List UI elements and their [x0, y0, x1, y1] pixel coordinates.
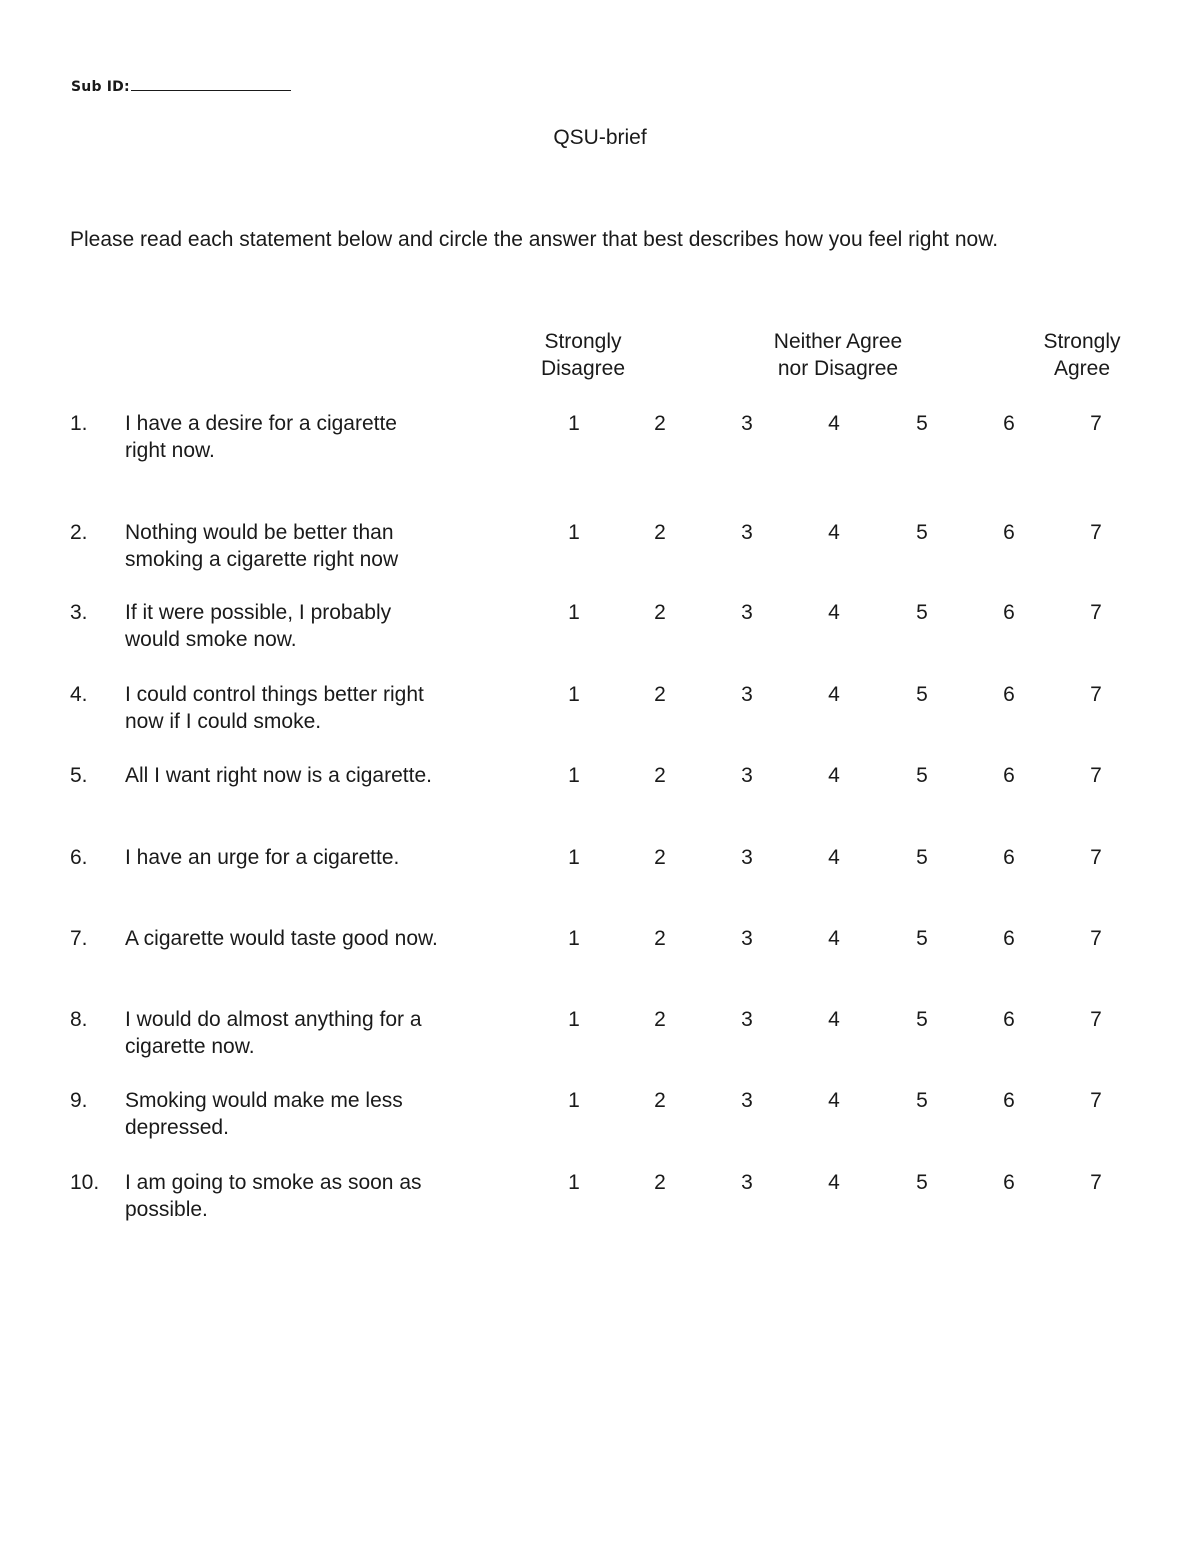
scale-label-neutral	[747, 328, 929, 382]
question-text-line: If it were possible, I probably	[125, 601, 392, 624]
rating-option-7[interactable]: 7	[1090, 521, 1102, 544]
rating-option-7[interactable]: 7	[1090, 412, 1102, 435]
rating-option-5[interactable]: 5	[916, 683, 928, 706]
rating-option-1[interactable]: 1	[568, 412, 580, 435]
rating-option-5[interactable]: 5	[916, 412, 928, 435]
rating-option-1[interactable]: 1	[568, 1171, 580, 1194]
question-text-line: Nothing would be better than	[125, 521, 394, 544]
question-text-line: I have an urge for a cigarette.	[125, 846, 400, 869]
sub-id-label: Sub ID:	[71, 79, 130, 95]
scale-label-line: Neither Agree	[773, 330, 903, 353]
rating-option-7[interactable]: 7	[1090, 846, 1102, 869]
rating-option-7[interactable]: 7	[1090, 1089, 1102, 1112]
rating-option-4[interactable]: 4	[828, 1171, 840, 1194]
question-text-line: cigarette now.	[125, 1035, 255, 1058]
scale-label-line: Disagree	[540, 357, 626, 380]
rating-option-2[interactable]: 2	[654, 764, 666, 787]
rating-option-4[interactable]: 4	[828, 846, 840, 869]
rating-option-3[interactable]: 3	[741, 1089, 753, 1112]
rating-option-1[interactable]: 1	[568, 521, 580, 544]
rating-option-2[interactable]: 2	[654, 521, 666, 544]
rating-option-7[interactable]: 7	[1090, 927, 1102, 950]
question-text	[125, 519, 505, 573]
question-row	[0, 844, 1200, 904]
rating-option-3[interactable]: 3	[741, 601, 753, 624]
rating-option-1[interactable]: 1	[568, 927, 580, 950]
scale-label-line: nor Disagree	[777, 357, 899, 380]
rating-option-4[interactable]: 4	[828, 521, 840, 544]
question-number: 7.	[70, 927, 88, 950]
rating-option-5[interactable]: 5	[916, 846, 928, 869]
rating-option-6[interactable]: 6	[1003, 601, 1015, 624]
rating-option-1[interactable]: 1	[568, 1008, 580, 1031]
rating-option-3[interactable]: 3	[741, 521, 753, 544]
rating-option-7[interactable]: 7	[1090, 1171, 1102, 1194]
rating-option-6[interactable]: 6	[1003, 927, 1015, 950]
rating-option-6[interactable]: 6	[1003, 764, 1015, 787]
question-text-line: A cigarette would taste good now.	[125, 927, 438, 950]
question-text-line: smoking a cigarette right now	[125, 548, 399, 571]
rating-option-4[interactable]: 4	[828, 601, 840, 624]
rating-option-2[interactable]: 2	[654, 927, 666, 950]
instructions-text: Please read each statement below and circle the answer that best describes how you feel right now.	[70, 228, 999, 251]
scale-label-line: Strongly	[1043, 330, 1121, 353]
scale-label-line: Strongly	[544, 330, 622, 353]
question-number: 5.	[70, 764, 88, 787]
question-row	[0, 410, 1200, 470]
rating-option-7[interactable]: 7	[1090, 601, 1102, 624]
scale-label-line: Agree	[1053, 357, 1111, 380]
question-text	[125, 410, 505, 464]
question-row	[0, 681, 1200, 741]
sub-id-blank[interactable]	[131, 76, 291, 91]
question-row	[0, 519, 1200, 579]
rating-option-2[interactable]: 2	[654, 412, 666, 435]
scale-label-strongly-disagree	[523, 328, 643, 382]
rating-option-4[interactable]: 4	[828, 1089, 840, 1112]
rating-option-4[interactable]: 4	[828, 927, 840, 950]
rating-option-1[interactable]: 1	[568, 1089, 580, 1112]
rating-option-5[interactable]: 5	[916, 764, 928, 787]
question-number: 2.	[70, 521, 88, 544]
question-text	[125, 762, 505, 789]
rating-option-6[interactable]: 6	[1003, 846, 1015, 869]
rating-option-3[interactable]: 3	[741, 1008, 753, 1031]
question-number: 1.	[70, 412, 88, 435]
rating-option-5[interactable]: 5	[916, 601, 928, 624]
question-number: 4.	[70, 683, 88, 706]
rating-option-6[interactable]: 6	[1003, 1089, 1015, 1112]
rating-option-3[interactable]: 3	[741, 412, 753, 435]
rating-option-2[interactable]: 2	[654, 1171, 666, 1194]
rating-option-4[interactable]: 4	[828, 1008, 840, 1031]
rating-option-6[interactable]: 6	[1003, 412, 1015, 435]
question-text	[125, 1006, 505, 1060]
rating-option-1[interactable]: 1	[568, 764, 580, 787]
question-number: 3.	[70, 601, 88, 624]
question-row	[0, 599, 1200, 659]
question-number: 6.	[70, 846, 88, 869]
rating-option-6[interactable]: 6	[1003, 521, 1015, 544]
question-text-line: I could control things better right	[125, 683, 424, 706]
question-number: 10.	[70, 1171, 100, 1194]
question-text-line: I am going to smoke as soon as	[125, 1171, 422, 1194]
rating-option-4[interactable]: 4	[828, 764, 840, 787]
rating-option-3[interactable]: 3	[741, 764, 753, 787]
question-text-line: right now.	[125, 439, 215, 462]
rating-option-2[interactable]: 2	[654, 683, 666, 706]
rating-option-1[interactable]: 1	[568, 601, 580, 624]
question-text-line: All I want right now is a cigarette.	[125, 764, 432, 787]
question-row	[0, 1087, 1200, 1147]
question-text	[125, 1169, 505, 1223]
question-text-line: would smoke now.	[125, 628, 297, 651]
question-text	[125, 681, 505, 735]
page-title: QSU-brief	[553, 126, 647, 149]
rating-option-7[interactable]: 7	[1090, 683, 1102, 706]
question-row	[0, 762, 1200, 822]
question-row	[0, 1169, 1200, 1229]
question-text	[125, 844, 505, 871]
rating-option-3[interactable]: 3	[741, 846, 753, 869]
rating-option-7[interactable]: 7	[1090, 764, 1102, 787]
rating-option-4[interactable]: 4	[828, 683, 840, 706]
rating-option-1[interactable]: 1	[568, 846, 580, 869]
rating-option-2[interactable]: 2	[654, 601, 666, 624]
question-row	[0, 1006, 1200, 1066]
question-number: 9.	[70, 1089, 88, 1112]
question-text	[125, 925, 505, 952]
rating-option-2[interactable]: 2	[654, 1089, 666, 1112]
rating-option-3[interactable]: 3	[741, 927, 753, 950]
question-text-line: Smoking would make me less	[125, 1089, 403, 1112]
rating-option-6[interactable]: 6	[1003, 1008, 1015, 1031]
rating-option-6[interactable]: 6	[1003, 1171, 1015, 1194]
question-number: 8.	[70, 1008, 88, 1031]
rating-option-5[interactable]: 5	[916, 927, 928, 950]
rating-option-2[interactable]: 2	[654, 846, 666, 869]
rating-option-3[interactable]: 3	[741, 683, 753, 706]
question-text	[125, 599, 505, 653]
rating-option-7[interactable]: 7	[1090, 1008, 1102, 1031]
rating-option-5[interactable]: 5	[916, 1008, 928, 1031]
rating-option-4[interactable]: 4	[828, 412, 840, 435]
question-text-line: depressed.	[125, 1116, 229, 1139]
rating-option-6[interactable]: 6	[1003, 683, 1015, 706]
sub-id-field	[71, 76, 291, 96]
rating-option-3[interactable]: 3	[741, 1171, 753, 1194]
question-text-line: possible.	[125, 1198, 208, 1221]
scale-label-strongly-agree	[1022, 328, 1142, 382]
question-text-line: I have a desire for a cigarette	[125, 412, 397, 435]
question-text	[125, 1087, 505, 1141]
question-row	[0, 925, 1200, 985]
rating-option-5[interactable]: 5	[916, 521, 928, 544]
question-text-line: I would do almost anything for a	[125, 1008, 422, 1031]
rating-option-5[interactable]: 5	[916, 1171, 928, 1194]
rating-option-5[interactable]: 5	[916, 1089, 928, 1112]
question-text-line: now if I could smoke.	[125, 710, 322, 733]
rating-option-1[interactable]: 1	[568, 683, 580, 706]
rating-option-2[interactable]: 2	[654, 1008, 666, 1031]
